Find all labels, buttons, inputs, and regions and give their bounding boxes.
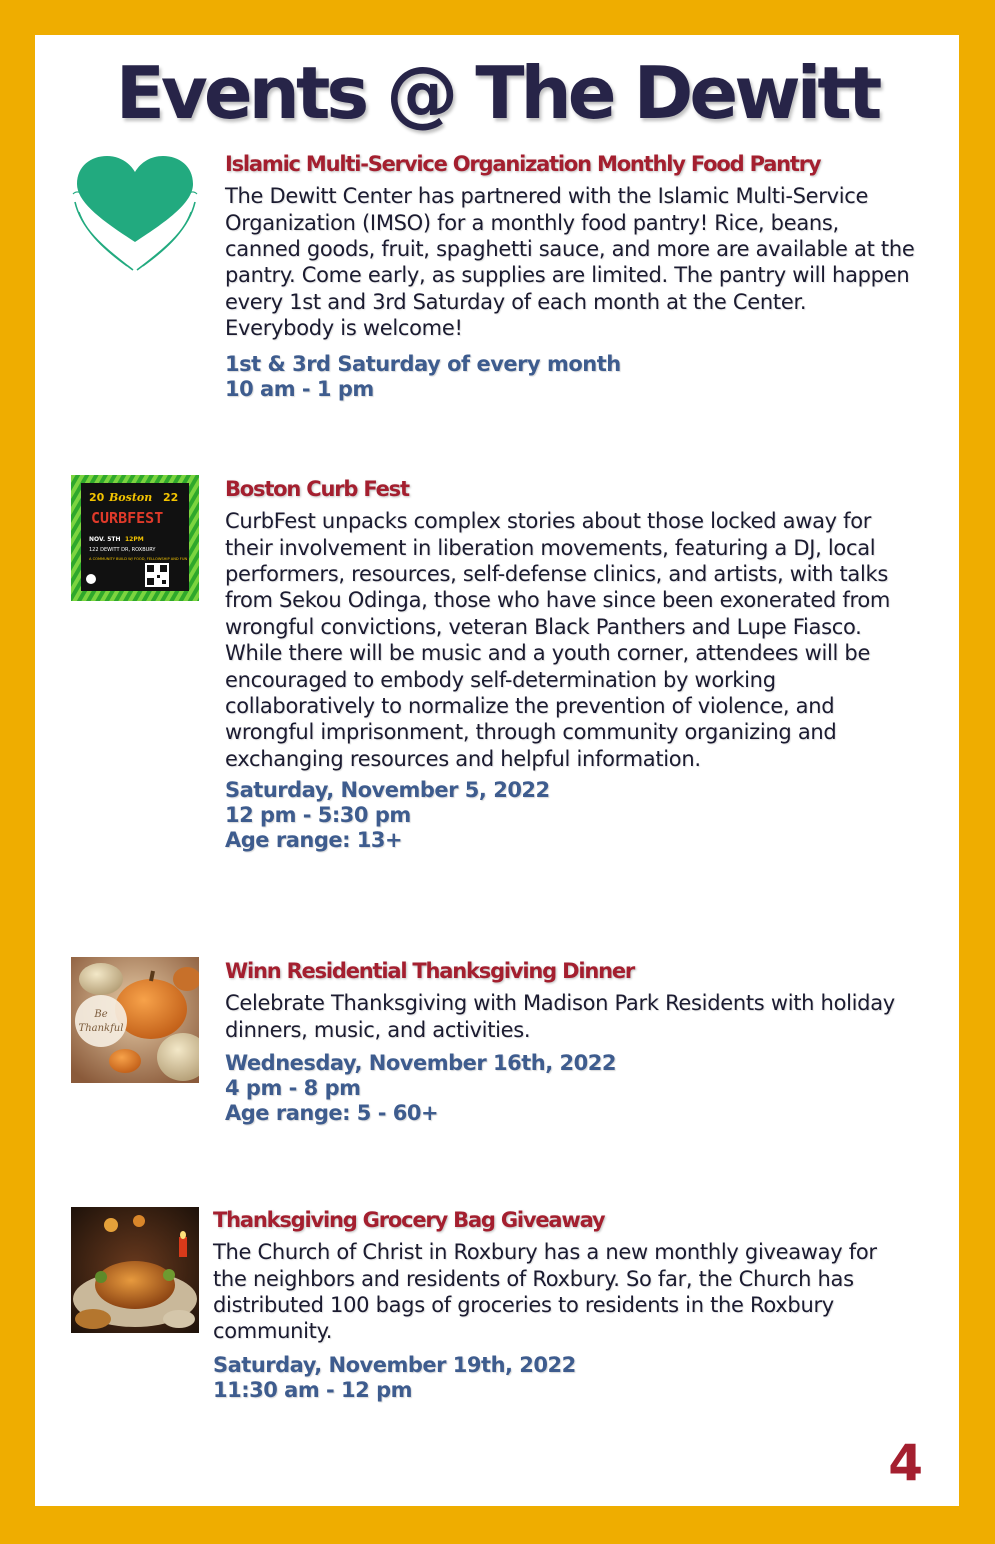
event-meta [213,1353,913,1403]
flyer-time: 12PM [125,536,144,543]
event-thanksgiving-dinner [225,959,915,1126]
event-title: Winn Residential Thanksgiving Dinner [225,959,635,983]
page-title: Events @ The Dewitt [115,51,879,135]
event-date: Wednesday, November 16th, 2022 [225,1051,616,1075]
curbfest-flyer [71,475,199,601]
flyer-top: 20 [89,491,105,504]
event-grocery-giveaway [213,1208,913,1403]
event-description: The Church of Christ in Roxbury has a new monthly giveaway for the neighbors and residents of Roxbury. So far, the Church has distributed 100 bags of groceries to residents in the Roxbury community. [213,1240,877,1344]
event-meta [225,778,915,853]
flyer-address: 122 DEWITT DR, ROXBURY [89,547,156,553]
event-date: Saturday, November 19th, 2022 [213,1352,576,1377]
thanksgiving-table-photo [71,1207,199,1333]
heart-hands-icon [71,150,199,276]
flyer-script: Boston [109,491,153,504]
event-curb-fest [225,477,915,853]
flyer-tagline: A COMMUNITY BUILD W/ FOOD, FELLOWSHIP AND FUN [89,557,188,561]
event-meta [225,1051,915,1126]
pumpkins-photo [71,957,199,1083]
event-description: The Dewitt Center has partnered with the Islamic Multi-Service Organization (IMSO) for a monthly food pantry! Rice, beans, canned goods, fruit, spaghetti sauce, and more are available at the pantry. Come early, as supplies are limited. The pantry will happen every 1st and 3rd Saturday of each month at the Center. Everybody is welcome! [225,184,915,341]
page-number: 4 [888,1434,923,1492]
event-time: 4 pm - 8 pm [225,1076,361,1100]
event-description: Celebrate Thanksgiving with Madison Park Residents with holiday dinners, music, and activities. [225,991,895,1042]
event-time: 10 am - 1 pm [225,376,374,401]
event-title: Boston Curb Fest [225,477,409,501]
flyer-year: 22 [163,491,179,504]
event-title: Thanksgiving Grocery Bag Giveaway [213,1208,605,1232]
event-age-range: Age range: 5 - 60+ [225,1101,439,1125]
page [35,35,959,1506]
event-meta [225,352,915,402]
event-description: CurbFest unpacks complex stories about those locked away for their involvement in liberation movements, featuring a DJ, local performers, resources, self-defense clinics, and artists, with talks from Sekou Odinga, those who have since been exonerated from wrongful convictions, veteran Black Panthers and Lupe Fiasco. While there will be music and a youth corner, attendees will be encouraged to embody self-determination by working collaboratively to normalize the prevention of violence, and wrongful imprisonment, through community organizing and exchanging resources and helpful information. [225,509,891,771]
svg-text:Thankful: Thankful [78,1023,124,1034]
event-time: 12 pm - 5:30 pm [225,803,411,828]
event-age-range: Age range: 13+ [225,828,403,853]
svg-text:Be: Be [94,1009,108,1020]
event-title: Islamic Multi-Service Organization Monthly Food Pantry [225,152,821,176]
flyer-date: NOV. 5TH [89,536,121,543]
flyer-name: CURBFEST [91,509,164,527]
event-food-pantry [225,152,915,402]
event-date: 1st & 3rd Saturday of every month [225,351,621,376]
event-time: 11:30 am - 12 pm [213,1377,412,1402]
event-date: Saturday, November 5, 2022 [225,778,550,803]
